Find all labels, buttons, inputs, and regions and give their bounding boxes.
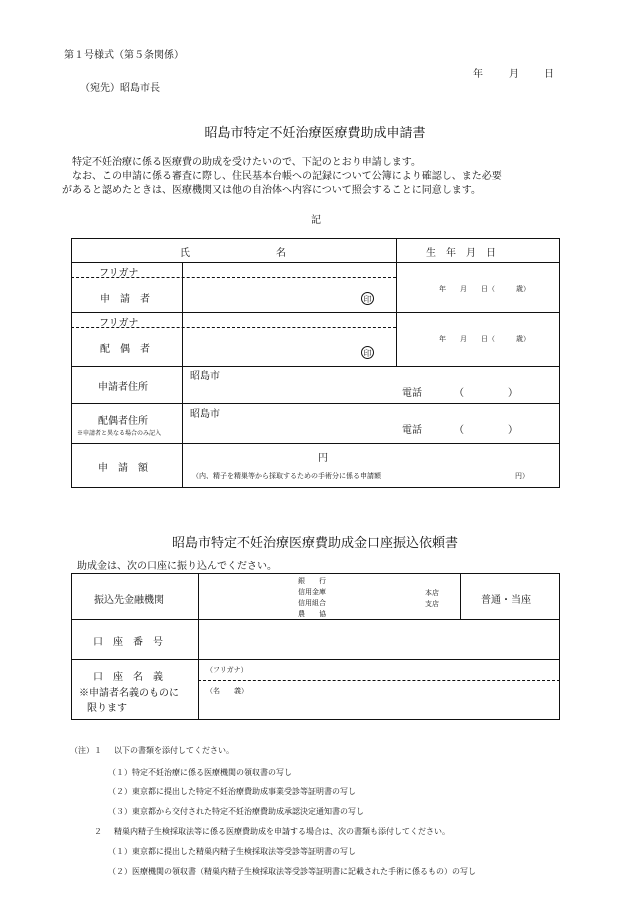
form-number: 第１号様式（第５条関係） <box>64 50 184 61</box>
spouse-phone-open: （ <box>454 425 464 436</box>
bank-type-shinkin: 信用金庫 <box>298 588 326 596</box>
table-divider <box>71 443 560 444</box>
application-title: 昭島市特定不妊治療医療費助成申請書 <box>204 126 426 141</box>
ki-label: 記 <box>311 215 321 226</box>
applicant-phone-close: ） <box>508 388 518 399</box>
date-day-label: 日 <box>544 69 554 80</box>
branch-type-branch: 支店 <box>425 600 439 608</box>
spouse-address-note: ※申請者と異なる場合のみ記入 <box>77 430 162 437</box>
branch-type-main: 本店 <box>425 589 439 597</box>
name-header-1: 氏 <box>180 248 190 259</box>
account-furigana-label: （フリガナ） <box>206 666 248 674</box>
notes-prefix: （注）１ <box>70 746 102 755</box>
account-type: 普通・当座 <box>481 595 531 606</box>
application-table <box>71 238 560 488</box>
table-divider <box>71 366 560 367</box>
applicant-phone-label: 電話 <box>402 388 422 399</box>
bank-label: 振込先金融機関 <box>94 595 164 606</box>
table-divider <box>71 312 560 313</box>
notes-item2-sub1: （１）東京都に提出した精巣内精子生検採取法等受診等証明書の写し <box>108 847 356 856</box>
spouse-address-label: 配偶者住所 <box>98 416 148 427</box>
amount-note-yen: 円） <box>515 472 529 480</box>
account-number-label: 口 座 番 号 <box>93 637 163 648</box>
notes-item1-sub2: （２）東京都に提出した特定不妊治療費助成事業受診等証明書の写し <box>108 787 356 796</box>
notes-item1-heading: 以下の書類を添付してください。 <box>114 746 234 755</box>
applicant-address-city: 昭島市 <box>190 371 220 382</box>
transfer-intro: 助成金は、次の口座に振り込んでください。 <box>77 561 277 572</box>
notes-item1-sub3: （３）東京都から交付された特定不妊治療費助成承認決定通知書の写し <box>108 807 364 816</box>
table-divider <box>71 659 560 660</box>
table-divider <box>182 262 183 488</box>
bank-type-nokyo: 農 協 <box>298 610 326 618</box>
table-divider <box>460 573 461 619</box>
table-divider <box>396 238 397 366</box>
spouse-phone-close: ） <box>508 425 518 436</box>
date-month-label: 月 <box>509 69 519 80</box>
applicant-label: 申 請 者 <box>100 294 150 305</box>
amount-label: 申 請 額 <box>98 463 148 474</box>
intro-line-2: なお、この申請に係る審査に際し、住民基本台帳への記録について公簿により確認し、また必要 <box>72 171 502 182</box>
table-divider <box>198 680 560 681</box>
transfer-title: 昭島市特定不妊治療医療費助成金口座振込依頼書 <box>171 536 458 551</box>
spouse-phone-label: 電話 <box>402 425 422 436</box>
notes-item2-sub2: （２）医療機関の領収書（精巣内精子生検採取法等受診等証明書に記載された手術に係るもの）の写し <box>108 867 476 876</box>
account-name-note-2: 限ります <box>87 703 127 714</box>
amount-note: （内、精子を精巣等から採取するための手術分に係る申請額 <box>192 472 381 480</box>
notes-item1-sub1: （１）特定不妊治療に係る医療機関の領収書の写し <box>108 768 292 777</box>
spouse-label: 配 偶 者 <box>100 344 150 355</box>
bank-type-bank: 銀 行 <box>298 577 326 585</box>
spouse-address-city: 昭島市 <box>190 409 220 420</box>
name-header-2: 名 <box>276 248 286 259</box>
date-year-label: 年 <box>473 69 483 80</box>
spouse-birth: 年 月 日（ 歳） <box>439 335 530 343</box>
account-name-field-label: （名 義） <box>206 687 248 695</box>
bank-type-kumiai: 信用組合 <box>298 599 326 607</box>
table-divider <box>198 573 199 720</box>
table-divider <box>71 619 560 620</box>
account-name-note-1: ※申請者名義のものに <box>79 688 179 699</box>
addressee: （宛先）昭島市長 <box>80 83 160 94</box>
applicant-address-label: 申請者住所 <box>98 382 148 393</box>
applicant-furigana-label: フリガナ <box>99 268 139 279</box>
spouse-seal: 印 <box>361 346 374 359</box>
spouse-furigana-label: フリガナ <box>99 318 139 329</box>
intro-line-3: があると認めたときは、医療機関又は他の自治体へ内容について照会することに同意します。 <box>62 185 481 196</box>
amount-yen: 円 <box>318 453 328 464</box>
table-divider <box>71 262 560 263</box>
birth-header: 生 年 月 日 <box>426 248 496 259</box>
table-divider <box>71 403 560 404</box>
applicant-seal: 印 <box>361 292 374 305</box>
applicant-phone-open: （ <box>454 388 464 399</box>
applicant-birth: 年 月 日（ 歳） <box>439 285 530 293</box>
intro-line-1: 特定不妊治療に係る医療費の助成を受けたいので、下記のとおり申請します。 <box>72 157 421 168</box>
account-name-label: 口 座 名 義 <box>93 672 163 683</box>
notes-item2-heading: 精巣内精子生検採取法等に係る医療費助成を申請する場合は、次の書類も添付してください。 <box>114 827 450 836</box>
notes-item2-number: ２ <box>94 827 102 836</box>
